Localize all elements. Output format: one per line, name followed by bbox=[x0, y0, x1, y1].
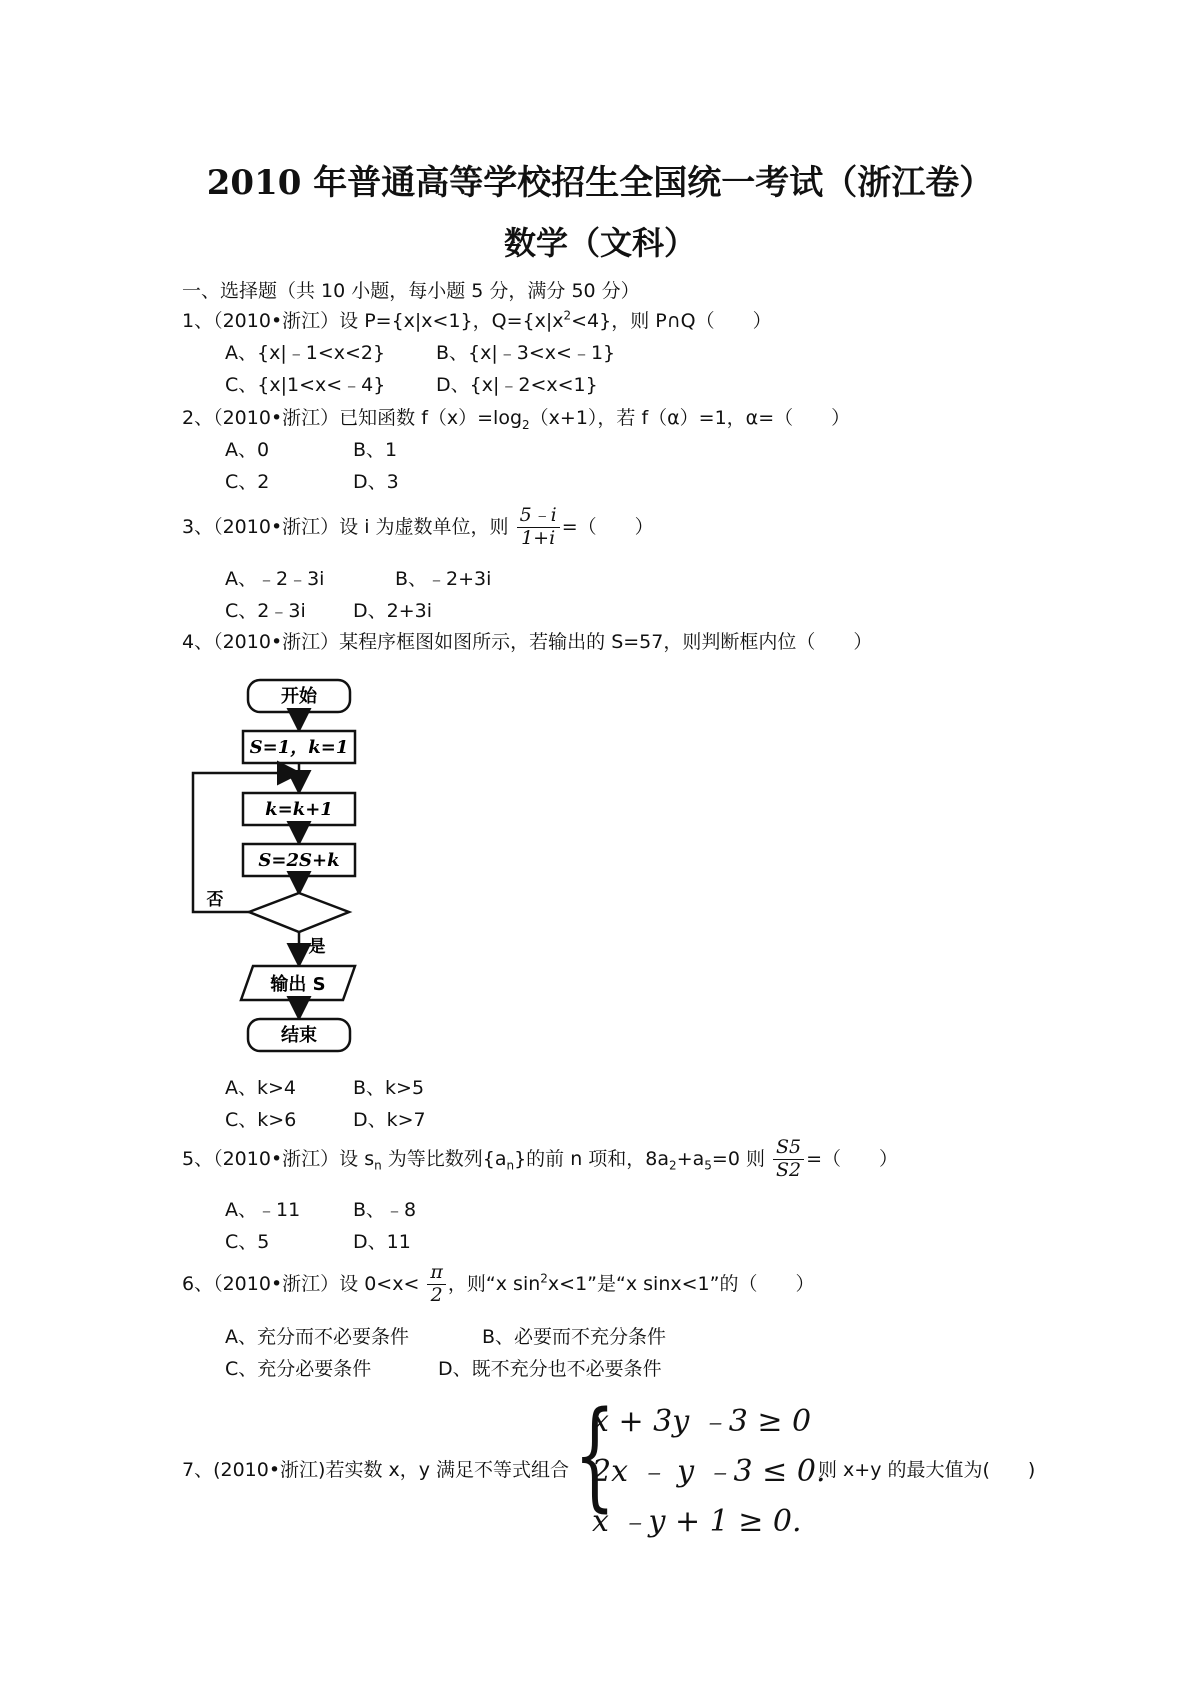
question-3 bbox=[182, 505, 654, 550]
q7-line-3: x ﹣y + 1 ≥ 0. bbox=[592, 1504, 802, 1539]
q3-frac-den: 1+i bbox=[521, 526, 556, 549]
q5-option-d: D、11 bbox=[353, 1231, 411, 1253]
q3-stem-b: =（ ） bbox=[561, 515, 654, 538]
flow-output-text: 输出 S bbox=[270, 974, 326, 995]
q5-frac-num: S5 bbox=[773, 1137, 804, 1160]
q4-option-a: A、k>4 bbox=[225, 1077, 297, 1099]
q1-option-b: B、{x|﹣3<x<﹣1} bbox=[436, 342, 616, 364]
q7-line-1: x + 3y ﹣3 ≥ 0 bbox=[592, 1404, 812, 1439]
q6-frac-num: π bbox=[427, 1262, 446, 1285]
q1-option-d: D、{x|﹣2<x<1} bbox=[436, 374, 598, 396]
q6-stem-c: x<1”是“x sinx<1”的（ ） bbox=[547, 1272, 815, 1295]
q5-option-b: B、﹣8 bbox=[353, 1199, 417, 1221]
flow-decision-diamond bbox=[249, 893, 349, 932]
q5-stem-a: 5、（2010•浙江）设 s bbox=[182, 1147, 375, 1170]
flow-start-text: 开始 bbox=[281, 686, 317, 707]
q2-stem-a: 2、（2010•浙江）已知函数 f（x）=log bbox=[182, 407, 523, 429]
q4-option-c: C、k>6 bbox=[225, 1109, 297, 1131]
q3-option-c: C、2﹣3i bbox=[225, 600, 306, 622]
q5-stem-b: 为等比数列{a bbox=[381, 1147, 507, 1170]
q7-line-2: 2x ﹣ y ﹣3 ≤ 0. bbox=[592, 1454, 826, 1489]
q3-fraction bbox=[517, 505, 560, 550]
q2-stem-b: （x+1），若 f（α）=1，α=（ ） bbox=[529, 407, 851, 429]
question-1 bbox=[182, 306, 772, 333]
question-5 bbox=[182, 1137, 898, 1182]
question-4: 4、（2010•浙江）某程序框图如图所示，若输出的 S=57，则判断框内位（ ） bbox=[182, 631, 873, 653]
q1-stem-a: 1、（2010•浙江）设 P={x|x<1}，Q={x|x bbox=[182, 310, 564, 332]
q2-option-a: A、0 bbox=[225, 439, 270, 461]
q1-sup: 2 bbox=[563, 308, 572, 323]
q5-fraction bbox=[773, 1137, 804, 1182]
flow-no-label: 否 bbox=[206, 890, 224, 910]
q5-stem-f: =（ ） bbox=[806, 1147, 899, 1170]
flow-yes-label: 是 bbox=[308, 937, 326, 957]
q3-option-d: D、2+3i bbox=[353, 600, 433, 622]
q2-option-b: B、1 bbox=[353, 439, 398, 461]
question-2 bbox=[182, 403, 850, 432]
q1-option-a: A、{x|﹣1<x<2} bbox=[225, 342, 386, 364]
flow-step1-text: k=k+1 bbox=[265, 799, 333, 820]
page-title: 2010 年普通高等学校招生全国统一考试（浙江卷） bbox=[206, 163, 994, 203]
q7-stem-b: 则 x+y 的最大值为( ) bbox=[818, 1459, 1036, 1481]
q5-frac-den: S2 bbox=[776, 1158, 802, 1181]
q2-option-d: D、3 bbox=[353, 471, 399, 493]
q1-stem-b: <4}，则 P∩Q（ ） bbox=[571, 310, 772, 332]
flow-end-text: 结束 bbox=[281, 1025, 317, 1046]
q6-stem-a: 6、（2010•浙江）设 0<x< bbox=[182, 1272, 420, 1295]
q7-stem-a: 7、(2010•浙江)若实数 x，y 满足不等式组合 bbox=[182, 1459, 570, 1481]
q2-sub: 2 bbox=[522, 417, 530, 432]
page-subtitle: 数学（文科） bbox=[503, 224, 696, 262]
q5-sub-2: 2 bbox=[669, 1158, 677, 1173]
q5-stem-e: =0 则 bbox=[711, 1147, 765, 1170]
q5-stem-d: +a bbox=[676, 1147, 705, 1170]
q6-sup: 2 bbox=[540, 1271, 548, 1286]
q6-option-c: C、充分必要条件 bbox=[225, 1358, 372, 1380]
q5-stem-c: }的前 n 项和，8a bbox=[514, 1147, 670, 1170]
q3-stem-a: 3、（2010•浙江）设 i 为虚数单位，则 bbox=[182, 515, 509, 538]
flowchart bbox=[185, 660, 375, 1062]
q1-option-c: C、{x|1<x<﹣4} bbox=[225, 374, 386, 396]
section-heading: 一、选择题（共 10 小题，每小题 5 分，满分 50 分） bbox=[182, 280, 640, 302]
q5-sub-n2: n bbox=[506, 1158, 515, 1173]
q4-option-b: B、k>5 bbox=[353, 1077, 425, 1099]
flow-init-text: S=1，k=1 bbox=[249, 737, 349, 758]
q6-option-d: D、既不充分也不必要条件 bbox=[438, 1358, 662, 1380]
q3-frac-num: 5﹣i bbox=[517, 505, 560, 528]
q6-stem-b: ，则“x sin bbox=[447, 1272, 541, 1295]
q4-option-d: D、k>7 bbox=[353, 1109, 426, 1131]
q5-sub-5: 5 bbox=[704, 1158, 712, 1173]
q6-frac-den: 2 bbox=[430, 1283, 443, 1306]
flow-step2-text: S=2S+k bbox=[258, 850, 340, 871]
q6-option-a: A、充分而不必要条件 bbox=[225, 1326, 409, 1348]
q6-option-b: B、必要而不充分条件 bbox=[482, 1326, 667, 1348]
q7-brace: { bbox=[574, 1385, 616, 1523]
q3-option-a: A、﹣2﹣3i bbox=[225, 568, 325, 590]
q5-option-c: C、5 bbox=[225, 1231, 270, 1253]
q5-option-a: A、﹣11 bbox=[225, 1199, 301, 1221]
q3-option-b: B、﹣2+3i bbox=[395, 568, 492, 590]
q5-sub-n: n bbox=[374, 1158, 382, 1173]
question-6 bbox=[182, 1262, 814, 1307]
q6-fraction bbox=[427, 1262, 446, 1307]
q2-option-c: C、2 bbox=[225, 471, 270, 493]
